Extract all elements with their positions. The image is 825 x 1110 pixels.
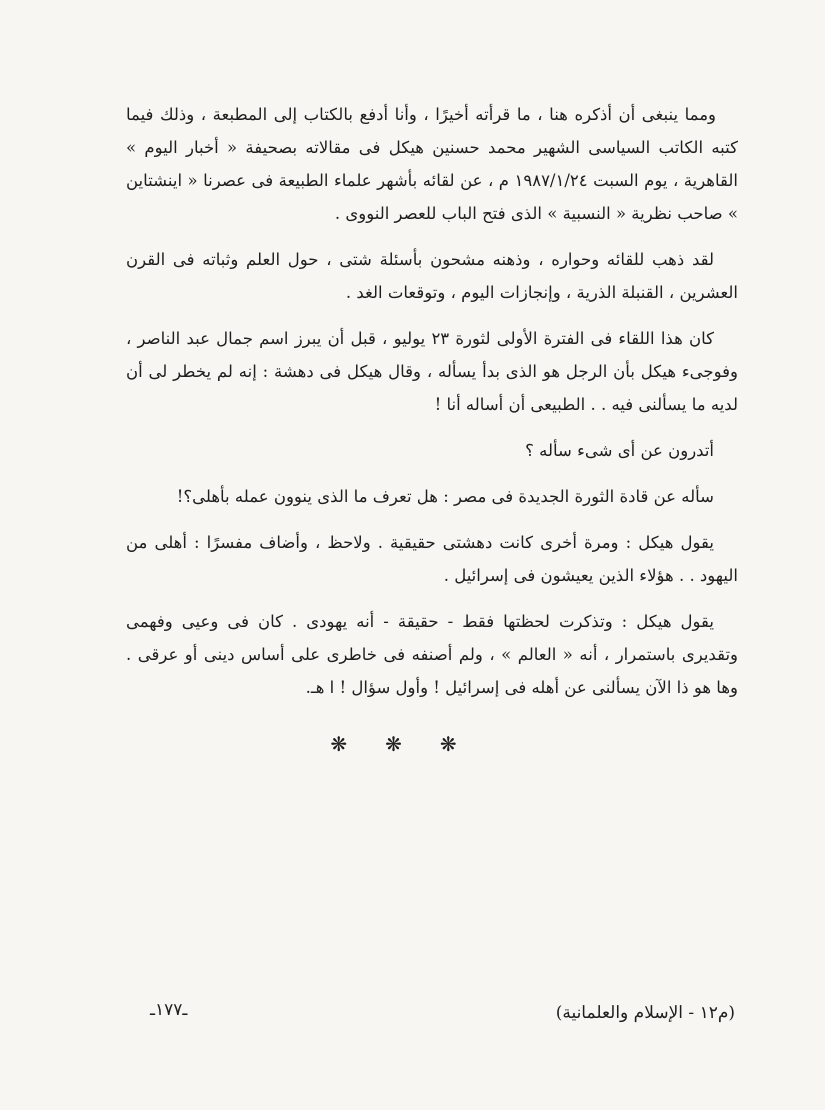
body-text [126,98,738,717]
paragraph: لقد ذهب للقائه وحواره ، وذهنه مشحون بأسئلة شتى ، حول العلم وثباته فى القرن العشرين ، القنبلة الذرية ، وإنجازات اليوم ، وتوقعات الغد . [126,250,738,302]
paragraph: يقول هيكل : وتذكرت لحظتها فقط - حقيقة - أنه يهودى . كان فى وعيى وفهمى وتقديرى باستمرار ، أنه « العالم » ، ولم أصنفه فى خاطرى على أساس دينى أو عرقى . وها هو ذا الآن يسألنى عن أهله فى إسرائيل ! وأول سؤال ! ا هـ. [126,612,738,697]
section-separator: ❋❋❋ [330,732,495,756]
paragraph: سأله عن قادة الثورة الجديدة فى مصر : هل تعرف ما الذى ينوون عمله بأهلى؟! [176,487,714,506]
footer-book-reference: (م١٢ - الإسلام والعلمانية) [555,1003,735,1023]
paragraph: كان هذا اللقاء فى الفترة الأولى لثورة ٢٣ يوليو ، قبل أن يبرز اسم جمال عبد الناصر ، وفوجىء هيكل بأن الرجل هو الذى بدأ يسأله ، وقال هيكل فى دهشة : إنه لم يخطر لى أن لديه ما يسألنى فيه . . الطبيعى أن أساله أنا ! [126,329,738,414]
paragraph: ومما ينبغى أن أذكره هنا ، ما قرأته أخيرًا ، وأنا أدفع بالكتاب إلى المطبعة ، وذلك فيما كتبه الكاتب السياسى الشهير محمد حسنين هيكل فى مقالاته بصحيفة « أخبار اليوم » القاهرية ، يوم السبت ١٩٨٧/١/٢٤ م ، عن لقائه بأشهر علماء الطبيعة فى عصرنا « اينشتاين » صاحب نظرية « النسبية » الذى فتح الباب للعصر النووى . [126,105,738,223]
paragraph: يقول هيكل : ومرة أخرى كانت دهشتى حقيقية . ولاحظ ، وأضاف مفسرًا : أهلى من اليهود . . هؤلاء الذين يعيشون فى إسرائيل . [126,533,738,585]
page-number: ـ١٧٧ـ [150,1000,188,1020]
paragraph: أتدرون عن أى شىء سأله ؟ [525,441,714,460]
